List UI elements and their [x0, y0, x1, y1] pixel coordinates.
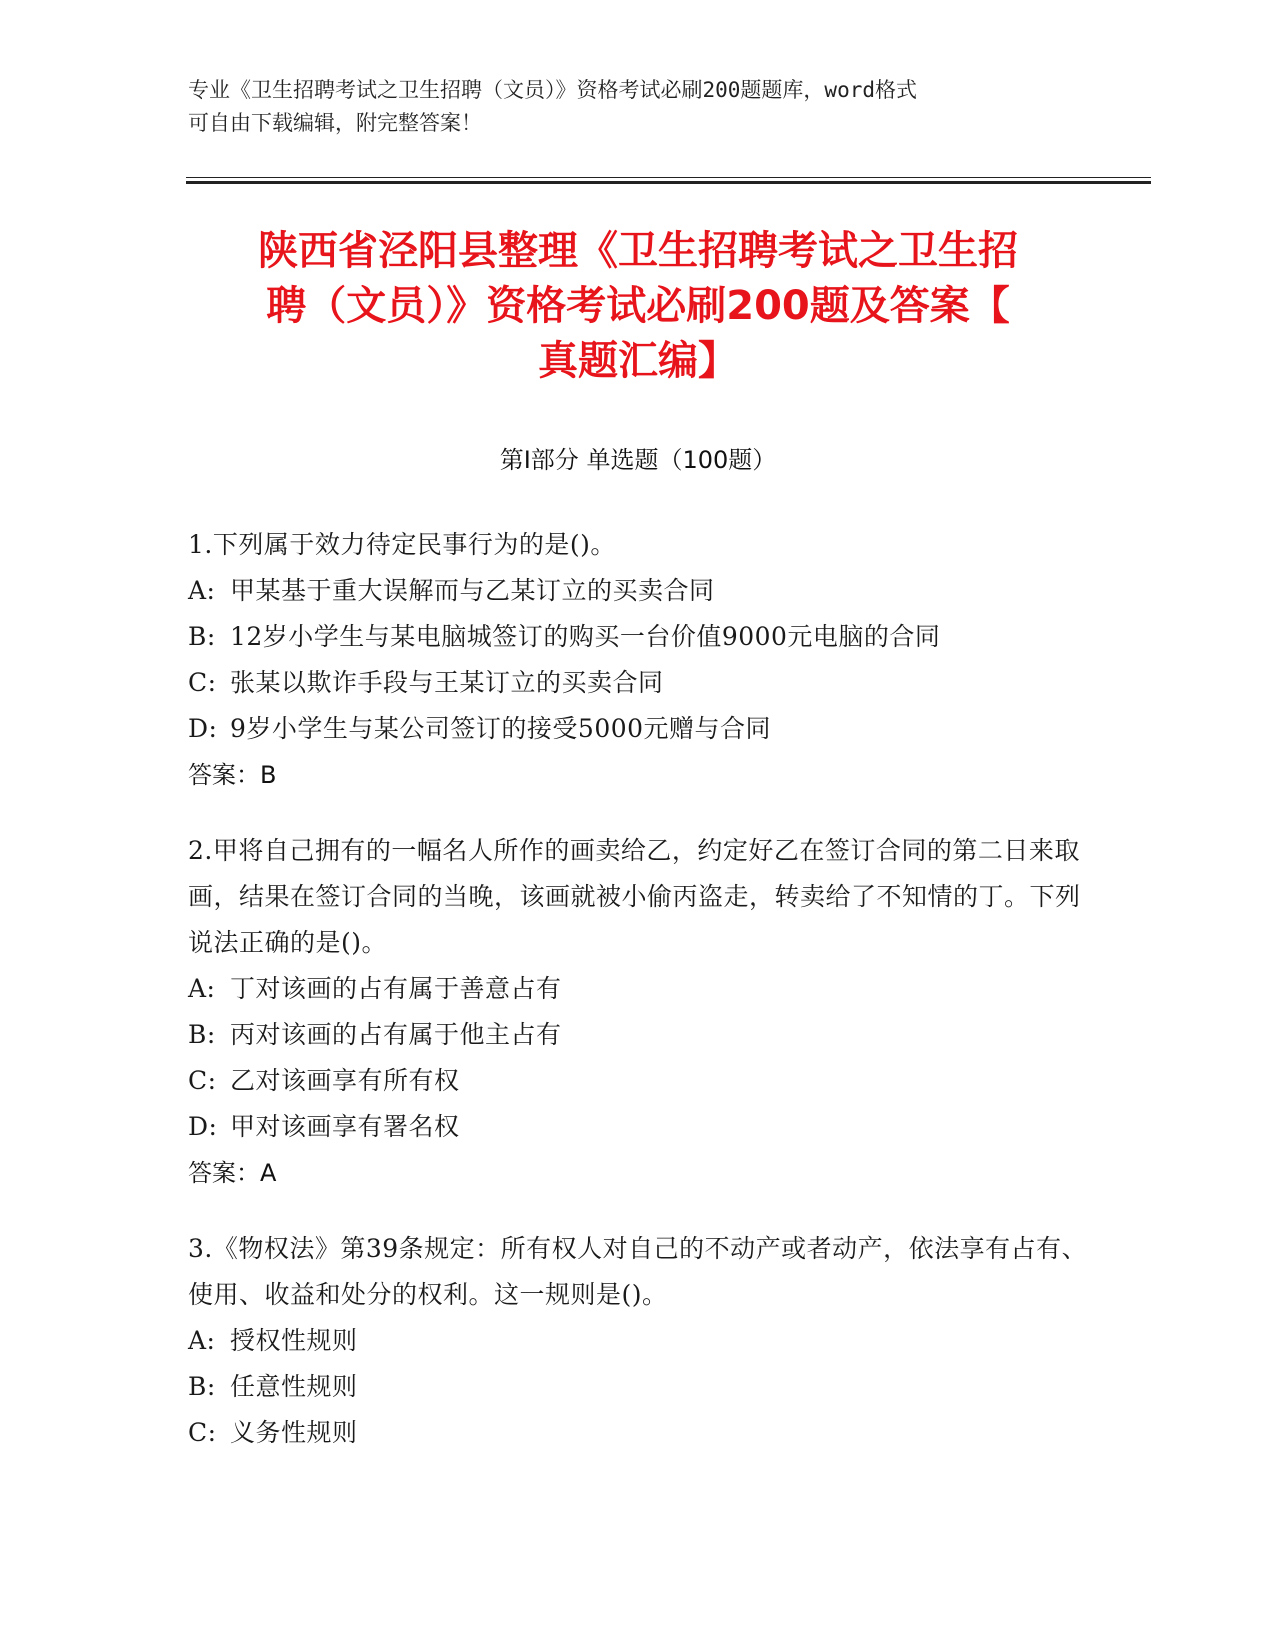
section-title: 第Ⅰ部分 单选题（100题）: [499, 446, 777, 474]
header-note: [188, 74, 1068, 140]
option-c: [188, 1410, 1088, 1456]
option-d: [188, 1104, 1088, 1150]
document-title-line: 真题汇编】: [538, 338, 738, 384]
option-d: [188, 706, 1088, 752]
option-text: 12岁小学生与某电脑城签订的购买一台价值9000元电脑的合同: [230, 622, 941, 651]
option-list: [188, 568, 1088, 752]
option-letter: D:: [188, 1112, 218, 1141]
option-b: [188, 1012, 1088, 1058]
header-divider-thick: [186, 181, 1151, 184]
option-list: [188, 966, 1088, 1150]
header-note-line: 可自由下载编辑，附完整答案！: [188, 111, 482, 135]
question-item: [188, 522, 1088, 798]
question-item: [188, 828, 1088, 1196]
answer-line: 答案：A: [188, 1159, 277, 1187]
document-title: [188, 224, 1088, 389]
option-b: [188, 1364, 1088, 1410]
option-text: 丁对该画的占有属于善意占有: [230, 974, 562, 1003]
question-stem: 1.下列属于效力待定民事行为的是()。: [188, 530, 616, 559]
option-c: [188, 1058, 1088, 1104]
option-text: 授权性规则: [230, 1326, 358, 1355]
option-list: [188, 1318, 1088, 1456]
header-divider-thin: [186, 177, 1151, 178]
option-text: 丙对该画的占有属于他主占有: [230, 1020, 562, 1049]
document-title-line: 聘（文员）》资格考试必刷200题及答案【: [266, 283, 1010, 329]
question-stem: 3.《物权法》第39条规定：所有权人对自己的不动产或者动产，依法享有占有、使用、收益和处分的权利。这一规则是()。: [188, 1234, 1088, 1309]
document-title-line: 陕西省泾阳县整理《卫生招聘考试之卫生招: [258, 228, 1018, 274]
option-letter: B:: [188, 1372, 216, 1401]
option-a: [188, 1318, 1088, 1364]
option-c: [188, 660, 1088, 706]
answer-line: 答案：B: [188, 761, 277, 789]
option-letter: A:: [188, 974, 216, 1003]
option-letter: C:: [188, 668, 217, 697]
option-letter: C:: [188, 1066, 217, 1095]
option-letter: C:: [188, 1418, 217, 1447]
option-text: 甲对该画享有署名权: [230, 1112, 460, 1141]
option-text: 义务性规则: [230, 1418, 358, 1447]
option-a: [188, 966, 1088, 1012]
question-item: [188, 1226, 1088, 1456]
option-text: 张某以欺诈手段与王某订立的买卖合同: [230, 668, 664, 697]
option-text: 9岁小学生与某公司签订的接受5000元赠与合同: [230, 714, 772, 743]
option-text: 任意性规则: [230, 1372, 358, 1401]
option-a: [188, 568, 1088, 614]
option-letter: B:: [188, 1020, 216, 1049]
option-text: 乙对该画享有所有权: [230, 1066, 460, 1095]
option-letter: B:: [188, 622, 216, 651]
question-stem: 2.甲将自己拥有的一幅名人所作的画卖给乙，约定好乙在签订合同的第二日来取画，结果在签订合同的当晚，该画就被小偷丙盗走，转卖给了不知情的丁。下列说法正确的是()。: [188, 836, 1081, 957]
option-b: [188, 614, 1088, 660]
option-text: 甲某基于重大误解而与乙某订立的买卖合同: [230, 576, 715, 605]
option-letter: D:: [188, 714, 218, 743]
header-note-line: 专业《卫生招聘考试之卫生招聘（文员）》资格考试必刷200题题库，word格式: [188, 78, 917, 102]
question-list: [188, 522, 1088, 1486]
option-letter: A:: [188, 576, 216, 605]
option-letter: A:: [188, 1326, 216, 1355]
